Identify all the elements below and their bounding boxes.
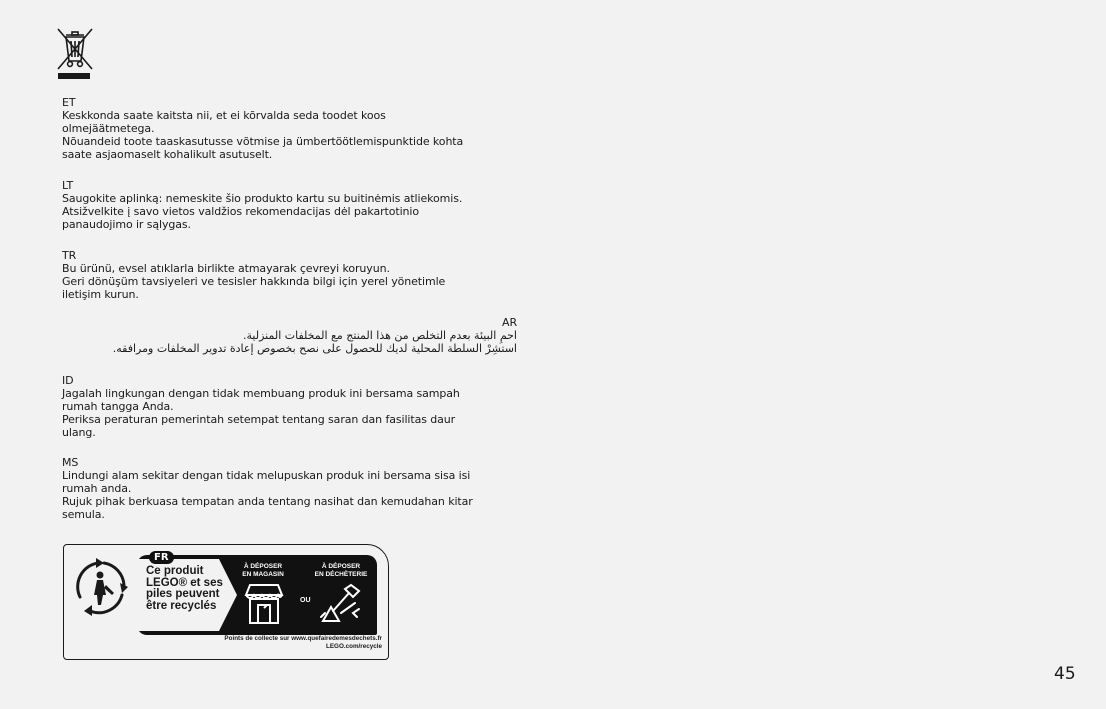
text-line: semula. — [62, 508, 105, 521]
text-line: saate asjaomaselt kohalikult asutuselt. — [62, 148, 273, 161]
text-line: ulang. — [62, 426, 96, 439]
drop-in-store-heading — [228, 563, 298, 578]
shop-icon — [244, 581, 284, 625]
text-line: rumah anda. — [62, 482, 132, 495]
drop-at-recycling-centre-heading — [306, 563, 376, 578]
text-line: Saugokite aplinką: nemeskite šio produkto kartu su buitinėmis atliekomis. — [62, 192, 463, 205]
text-line: Nõuandeid toote taaskasutusse võtmise ja ümbertöötlemispunktide kohta — [62, 135, 464, 148]
lang-code: AR — [502, 316, 517, 329]
triman-recycle-icon — [70, 555, 132, 617]
triman-recycling-label — [63, 544, 389, 660]
lang-block-ms — [62, 456, 532, 521]
text-line: panaudojimo ir sąlygas. — [62, 218, 191, 231]
country-badge: FR — [149, 551, 174, 564]
text-line: Keskkonda saate kaitsta nii, et ei kõrvalda seda toodet koos — [62, 109, 386, 122]
text-line: À DÉPOSER — [243, 563, 283, 570]
text-line: EN MAGASIN — [242, 570, 284, 578]
text-line: Points de collecte sur www.quefairedemesdechets.fr — [224, 635, 382, 642]
text-line: Bu ürünü, evsel atıklarla birlikte atmayarak çevreyi koruyun. — [62, 262, 390, 275]
text-line: استشِرْ السلطة المحلية لديك للحصول على نصح بخصوص إعادة تدوير المخلفات ومرافقه. — [112, 342, 517, 355]
lang-block-et — [62, 96, 532, 161]
lang-block-tr — [62, 249, 532, 301]
text-line: Rujuk pihak berkuasa tempatan anda tentang nasihat dan kemudahan kitar — [62, 495, 473, 508]
crossed-out-wheelie-bin-icon — [55, 27, 95, 82]
text-line: piles peuvent — [146, 588, 220, 600]
text-line: Geri dönüşüm tavsiyeleri ve tesisler hakkında bilgi için yerel yönetimle — [62, 275, 446, 288]
text-line: Periksa peraturan pemerintah setempat tentang saran dan fasilitas daur — [62, 413, 456, 426]
text-line: être recyclés — [146, 599, 217, 612]
text-line: EN DÉCHÈTERIE — [314, 570, 368, 578]
lang-code: TR — [62, 249, 77, 262]
text-line: Lindungi alam sekitar dengan tidak melupuskan produk ini bersama sisa isi — [62, 469, 471, 482]
collection-points-footer — [224, 635, 382, 651]
lang-code: ET — [62, 96, 76, 109]
page-number: 45 — [1054, 664, 1076, 684]
or-label: OU — [300, 597, 311, 604]
lang-block-id — [62, 374, 532, 439]
product-recyclable-text — [146, 566, 236, 612]
text-line: LEGO.com/recycle — [326, 643, 382, 650]
text-line: Ce produit — [146, 565, 204, 577]
text-line: احمِ البيئة بعدم التخلص من هذا المنتج مع المخلفات المنزلية. — [243, 329, 517, 342]
text-line: olmejäätmetega. — [62, 122, 155, 135]
text-line: À DÉPOSER — [321, 563, 361, 570]
text-line: Atsižvelkite į savo vietos valdžios rekomendacijas dėl pakartotinio — [62, 205, 419, 218]
text-line: LEGO® et ses — [146, 576, 223, 589]
text-line: Jagalah lingkungan dengan tidak membuang produk ini bersama sampah — [62, 387, 460, 400]
text-line: rumah tangga Anda. — [62, 400, 174, 413]
lang-code: ID — [62, 374, 74, 387]
recycling-bin-icon — [319, 583, 363, 623]
text-line: iletişim kurun. — [62, 288, 139, 301]
lang-code: MS — [62, 456, 79, 469]
lang-code: LT — [62, 179, 74, 192]
lang-block-lt — [62, 179, 532, 231]
lang-block-ar — [62, 316, 517, 355]
